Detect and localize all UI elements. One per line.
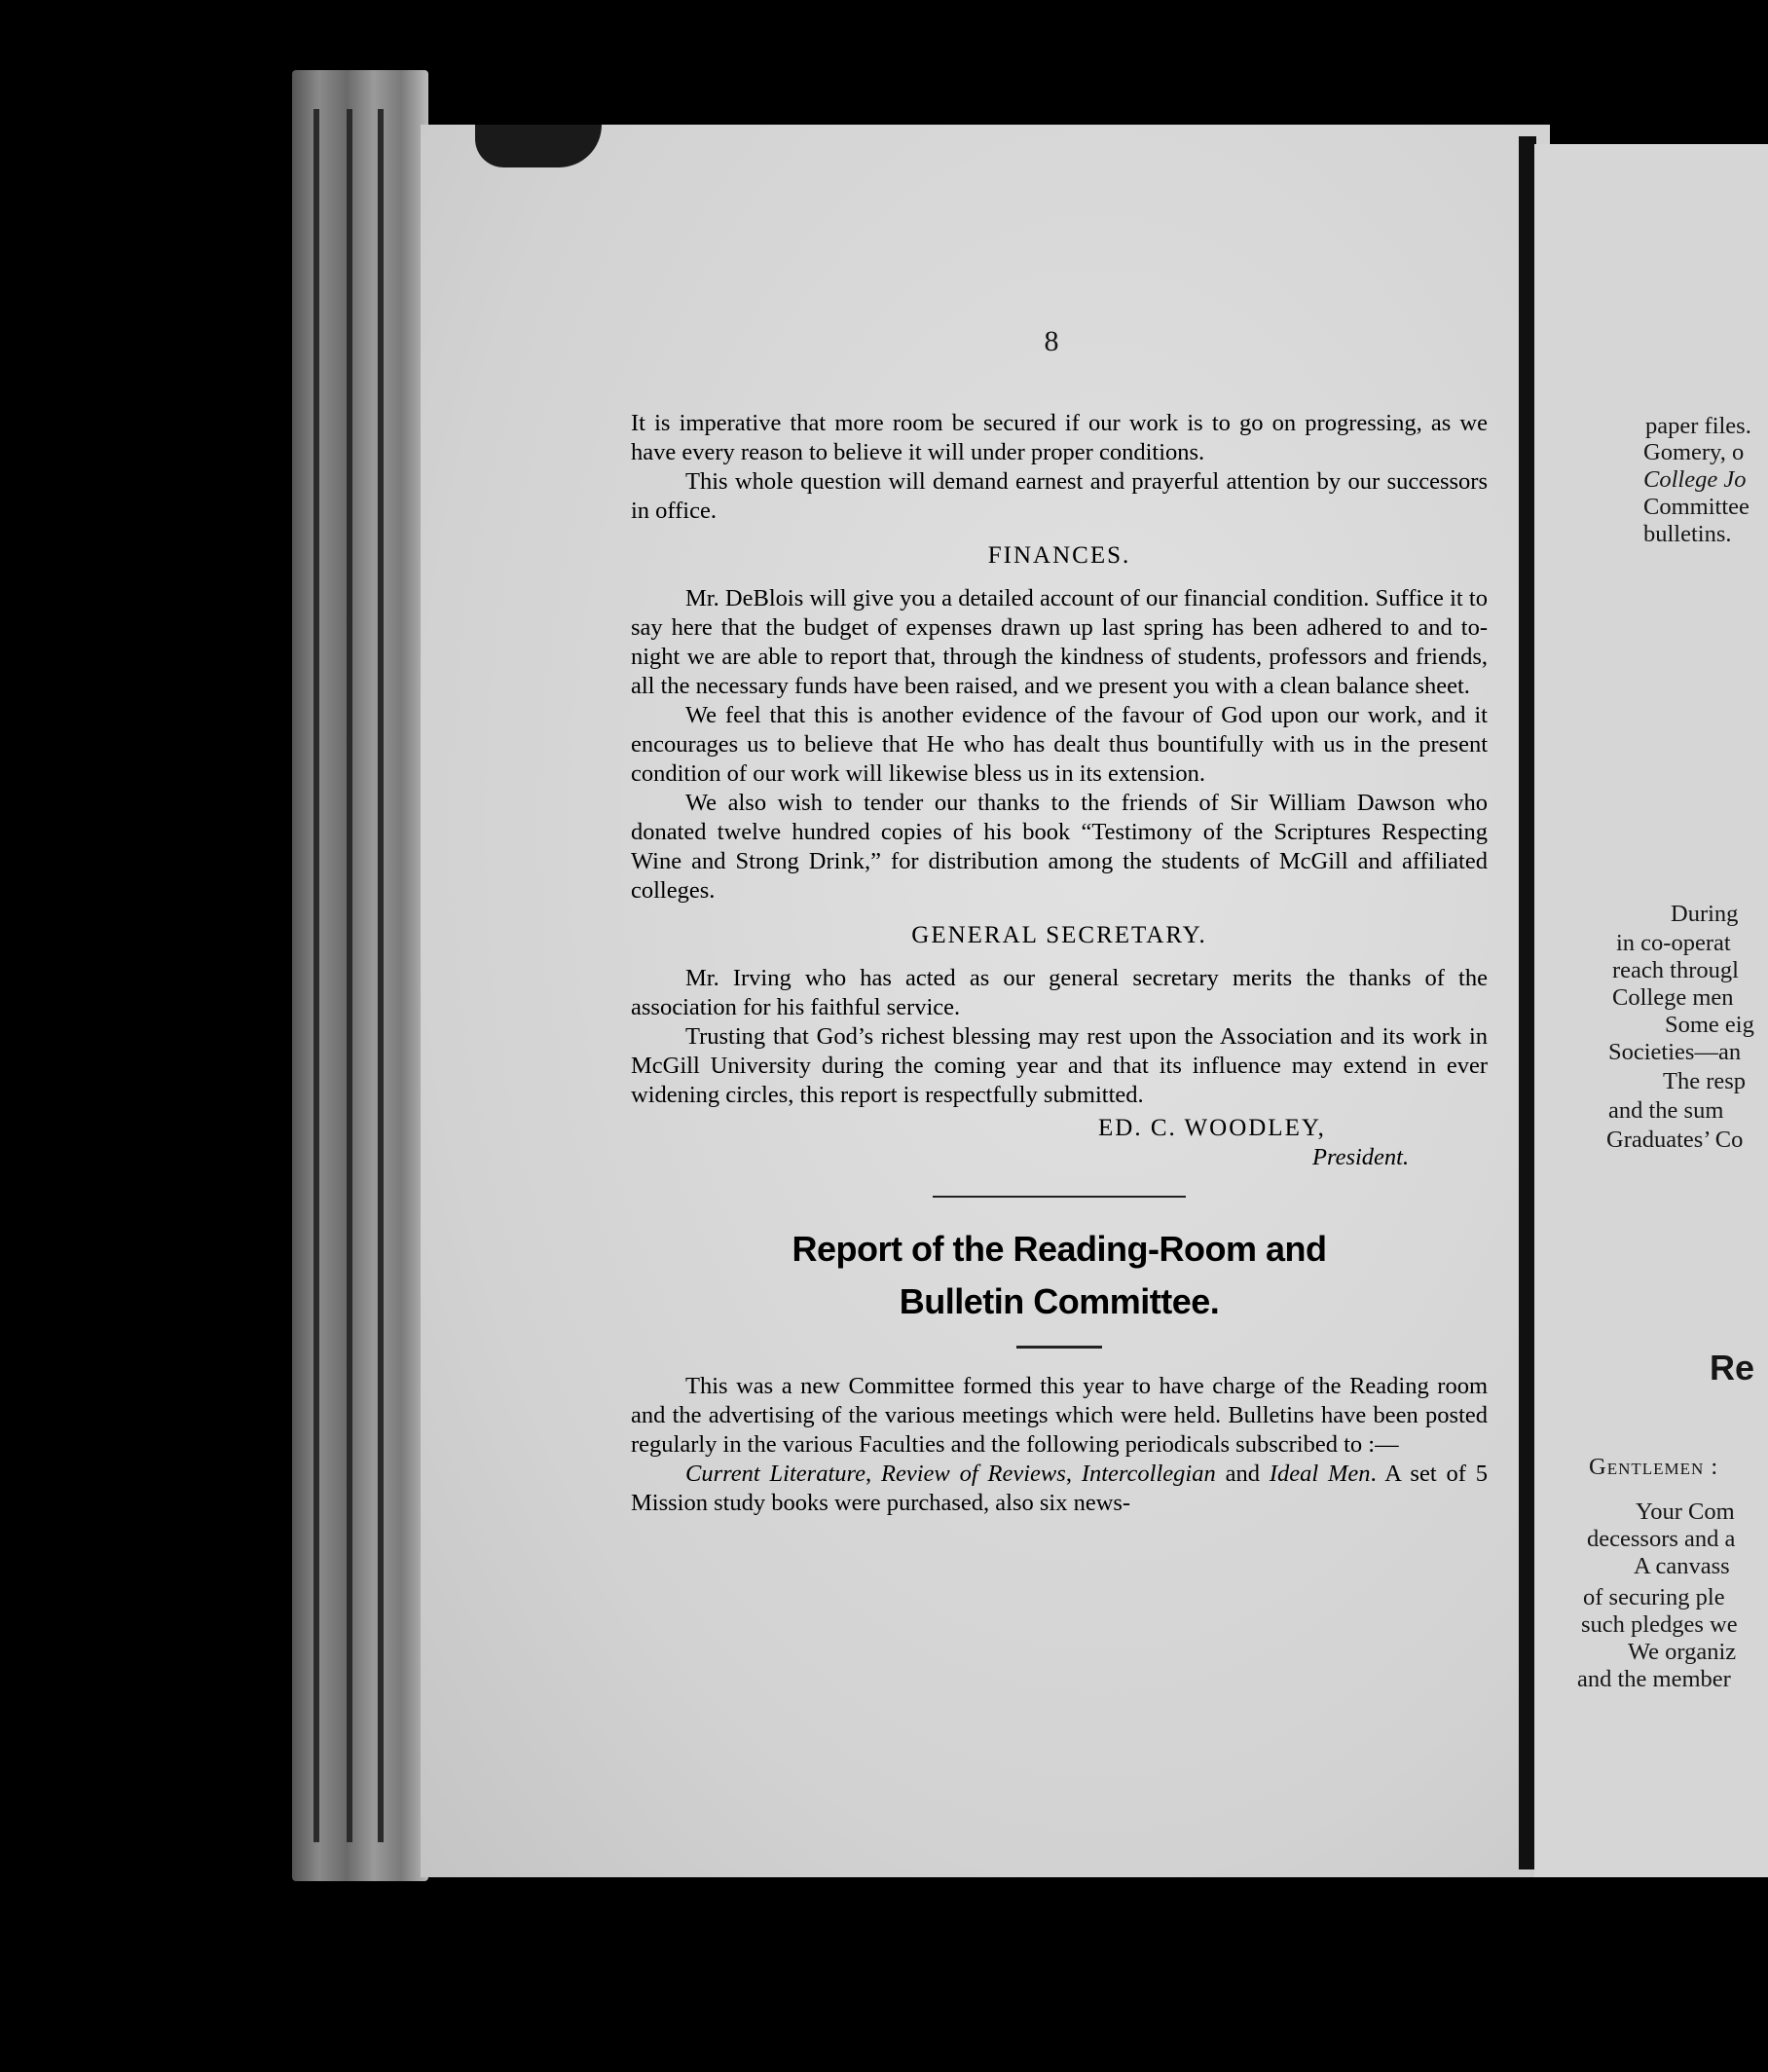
report-title-line-2: Bulletin Committee. <box>899 1281 1220 1321</box>
right-report-title-fragment: Re <box>1710 1348 1755 1388</box>
right-salutation: Gentlemen : <box>1589 1454 1719 1480</box>
section-divider <box>933 1196 1186 1198</box>
finances-paragraph-2: We feel that this is another evidence of the favour of God upon our work, and it encourages us to believe that He who has dealt thus bountifully with us in the present condition of our work will likewise bless us in its extension. <box>631 702 1488 787</box>
periodical-review-of-reviews: Review of Reviews <box>881 1461 1066 1487</box>
right-bottom-line: decessors and a <box>1587 1526 1736 1552</box>
secretary-paragraph-2: Trusting that God’s richest blessing may rest upon the Association and its work in McGill University during the coming year and that its influence may extend in ever widening circles, this report is respectfully submitted. <box>631 1023 1488 1108</box>
right-middle-line: Societies—an <box>1608 1039 1742 1065</box>
periodical-separator: , <box>866 1461 882 1487</box>
book-page-edges <box>292 70 428 1881</box>
attention-paragraph: This whole question will demand earnest and prayerful attention by our successors in office. <box>631 468 1488 524</box>
right-middle-line: College men <box>1612 984 1734 1011</box>
right-top-line: paper files. <box>1645 413 1751 439</box>
right-page <box>1534 144 1768 1877</box>
right-middle-line: and the sum <box>1608 1097 1724 1124</box>
right-bottom-line: of securing ple <box>1583 1584 1725 1610</box>
right-middle-line: Graduates’ Co <box>1606 1127 1744 1153</box>
periodical-intercollegian: Intercollegian <box>1081 1461 1216 1487</box>
right-top-line: Gomery, o <box>1643 439 1745 465</box>
right-middle-line: The resp <box>1663 1068 1747 1094</box>
finances-heading: FINANCES. <box>987 542 1131 569</box>
finances-paragraph-1: Mr. DeBlois will give you a detailed account of our financial condition. Suffice it to say here that the budget of expenses drawn up last spring has been adhered to and to-night we are able to report that, through the kindness of students, professors and friends, all the necessary funds have been raised, and we present you with a clean balance sheet. <box>631 585 1488 699</box>
periodical-conjunction: and <box>1215 1461 1270 1487</box>
signature-name: ED. C. WOODLEY, <box>1098 1115 1326 1141</box>
general-secretary-heading: GENERAL SECRETARY. <box>911 922 1207 948</box>
report-paragraph-1: This was a new Committee formed this year to have charge of the Reading room and the advertising of the various meetings which were held. Bulletins have been posted regularly in the various Faculties and the following periodicals subscribed to :— <box>631 1373 1488 1458</box>
signature-title: President. <box>1312 1144 1410 1170</box>
right-middle-line: During <box>1671 901 1739 927</box>
left-page-content <box>631 312 1488 1518</box>
opening-paragraph: It is imperative that more room be secured if our work is to go on progressing, as we have every reason to believe it will under proper conditions. <box>631 410 1488 465</box>
secretary-paragraph-1: Mr. Irving who has acted as our general secretary merits the thanks of the association for his faithful service. <box>631 965 1488 1020</box>
right-top-line: Committee <box>1643 494 1750 520</box>
periodical-ideal-men: Ideal Men <box>1269 1461 1371 1487</box>
periodical-current-literature: Current Literature <box>685 1461 866 1487</box>
right-bottom-line: A canvass <box>1634 1553 1730 1579</box>
right-bottom-line: such pledges we <box>1581 1611 1738 1638</box>
report-title-line-1: Report of the Reading-Room and <box>792 1229 1327 1269</box>
right-top-line: bulletins. <box>1643 521 1732 547</box>
right-middle-line: in co-operat <box>1616 930 1731 956</box>
right-bottom-line: Your Com <box>1636 1498 1735 1525</box>
title-underline <box>1016 1346 1102 1349</box>
right-middle-line: reach througl <box>1612 957 1739 983</box>
periodical-separator: , <box>1065 1461 1082 1487</box>
periodicals-rest: . A set of 5 Mission study books were purchased, also six news- <box>631 1461 1489 1516</box>
right-middle-line: Some eig <box>1665 1012 1754 1038</box>
page-number: 8 <box>1044 325 1059 357</box>
right-top-line: College Jo <box>1643 466 1747 493</box>
right-bottom-line: and the member <box>1577 1666 1731 1692</box>
signature-block <box>631 1110 1488 1170</box>
finances-paragraph-3: We also wish to tender our thanks to the friends of Sir William Dawson who donated twelve hundred copies of his book “Testimony of the Scriptures Respecting Wine and Strong Drink,” for distribution among the students of McGill and affiliated colleges. <box>631 790 1488 904</box>
periodicals-paragraph <box>631 1460 1488 1518</box>
right-bottom-line: We organiz <box>1628 1639 1737 1665</box>
